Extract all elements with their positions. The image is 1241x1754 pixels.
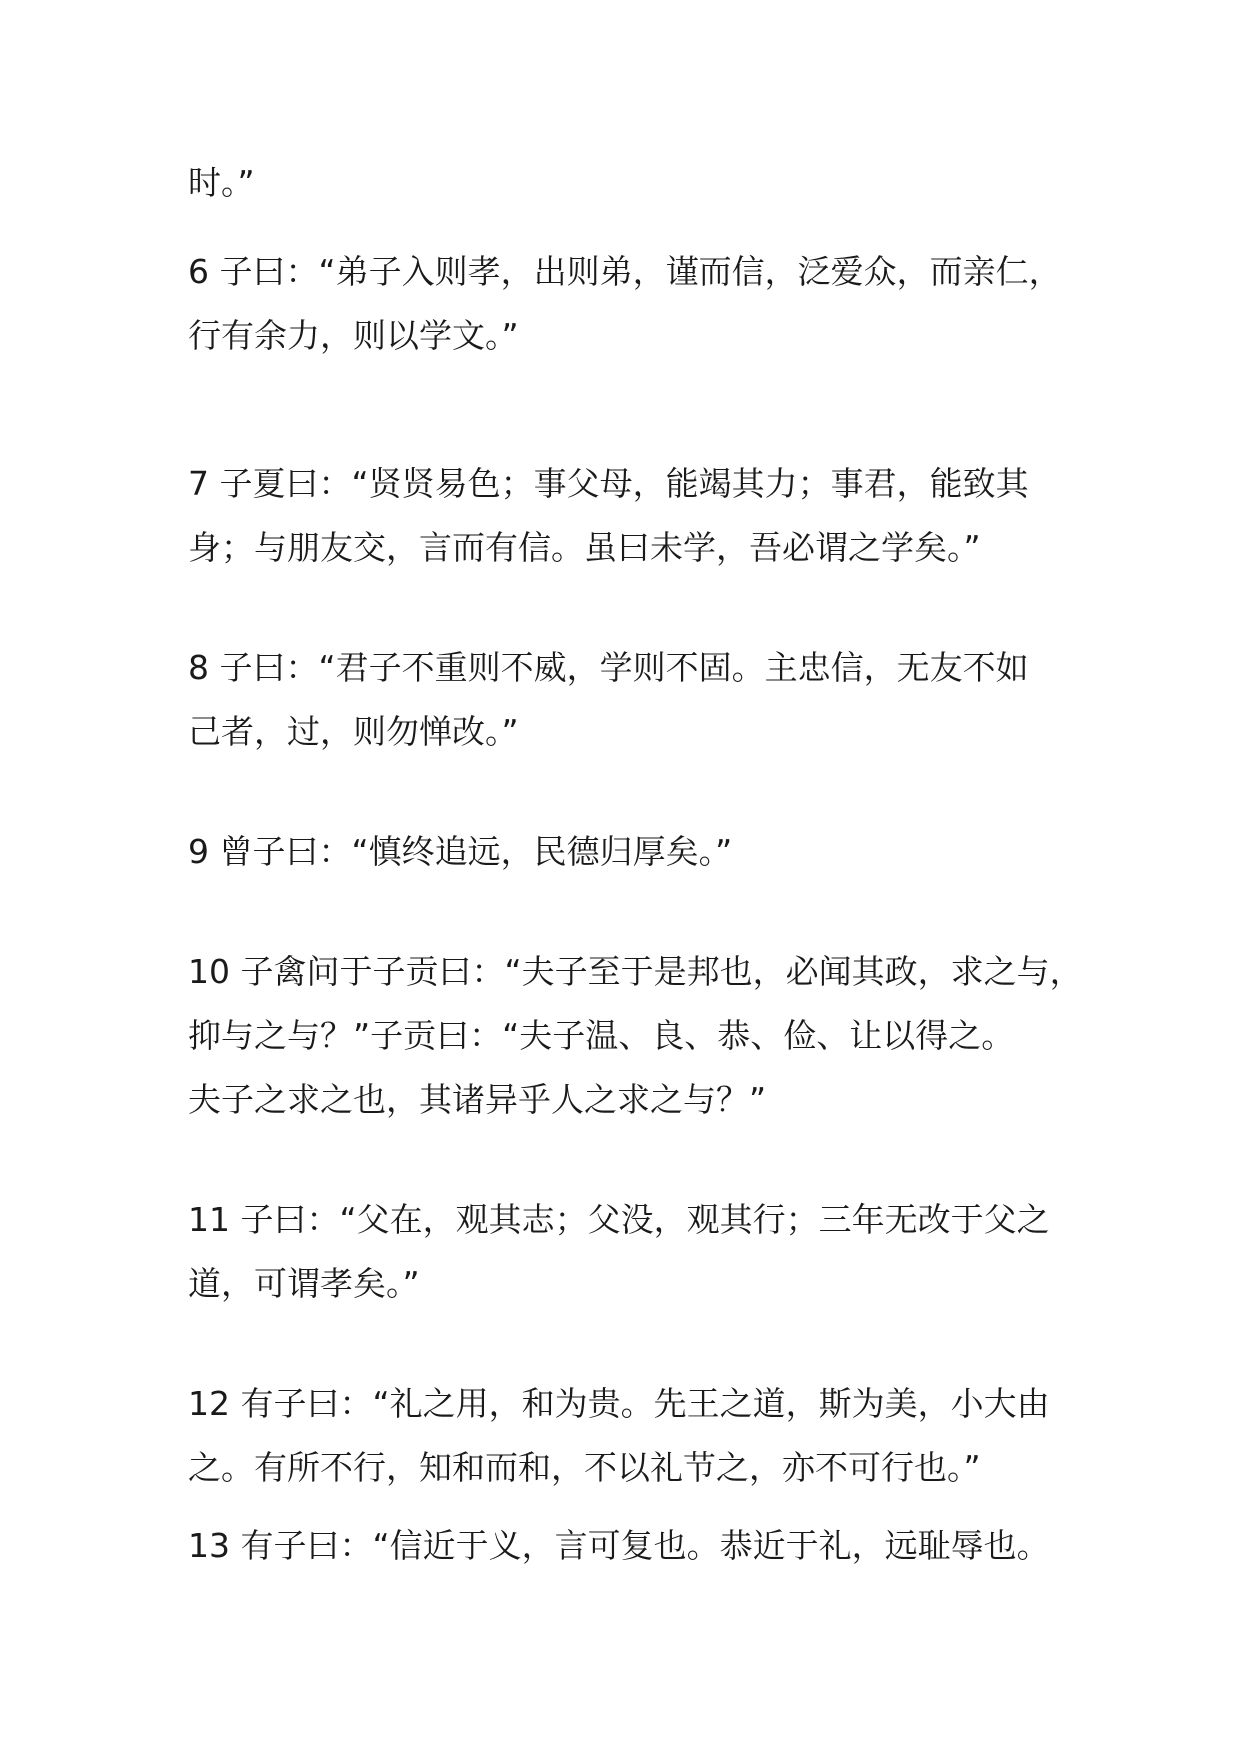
text-line-8: 9 曾子曰：“慎终追远，民德归厚矣。” (188, 832, 733, 871)
text-line-6: 8 子曰：“君子不重则不威，学则不固。主忠信，无友不如 (188, 648, 1029, 687)
text-line-13: 道，可谓孝矣。” (188, 1264, 420, 1303)
text-line-3: 行有余力，则以学文。” (188, 316, 519, 355)
text-line-7: 己者，过，则勿惮改。” (188, 712, 519, 751)
text-line-5: 身；与朋友交，言而有信。虽曰未学，吾必谓之学矣。” (188, 528, 981, 567)
text-line-4: 7 子夏曰：“贤贤易色；事父母，能竭其力；事君，能致其 (188, 464, 1029, 503)
text-line-2: 6 子曰：“弟子入则孝，出则弟，谨而信，泛爱众，而亲仁， (188, 252, 1062, 291)
text-line-14: 12 有子曰：“礼之用，和为贵。先王之道，斯为美，小大由 (188, 1384, 1050, 1423)
text-line-9: 10 子禽问于子贡曰：“夫子至于是邦也，必闻其政，求之与， (188, 952, 1083, 991)
text-line-12: 11 子曰：“父在，观其志；父没，观其行；三年无改于父之 (188, 1200, 1050, 1239)
text-line-15: 之。有所不行，知和而和，不以礼节之，亦不可行也。” (188, 1448, 981, 1487)
text-line-16: 13 有子曰：“信近于义，言可复也。恭近于礼，远耻辱也。 (188, 1526, 1050, 1565)
text-line-11: 夫子之求之也，其诸异乎人之求之与？” (188, 1080, 767, 1119)
text-line-1: 时。” (188, 163, 255, 202)
text-line-10: 抑与之与？”子贡曰：“夫子温、良、恭、俭、让以得之。 (188, 1016, 1015, 1055)
